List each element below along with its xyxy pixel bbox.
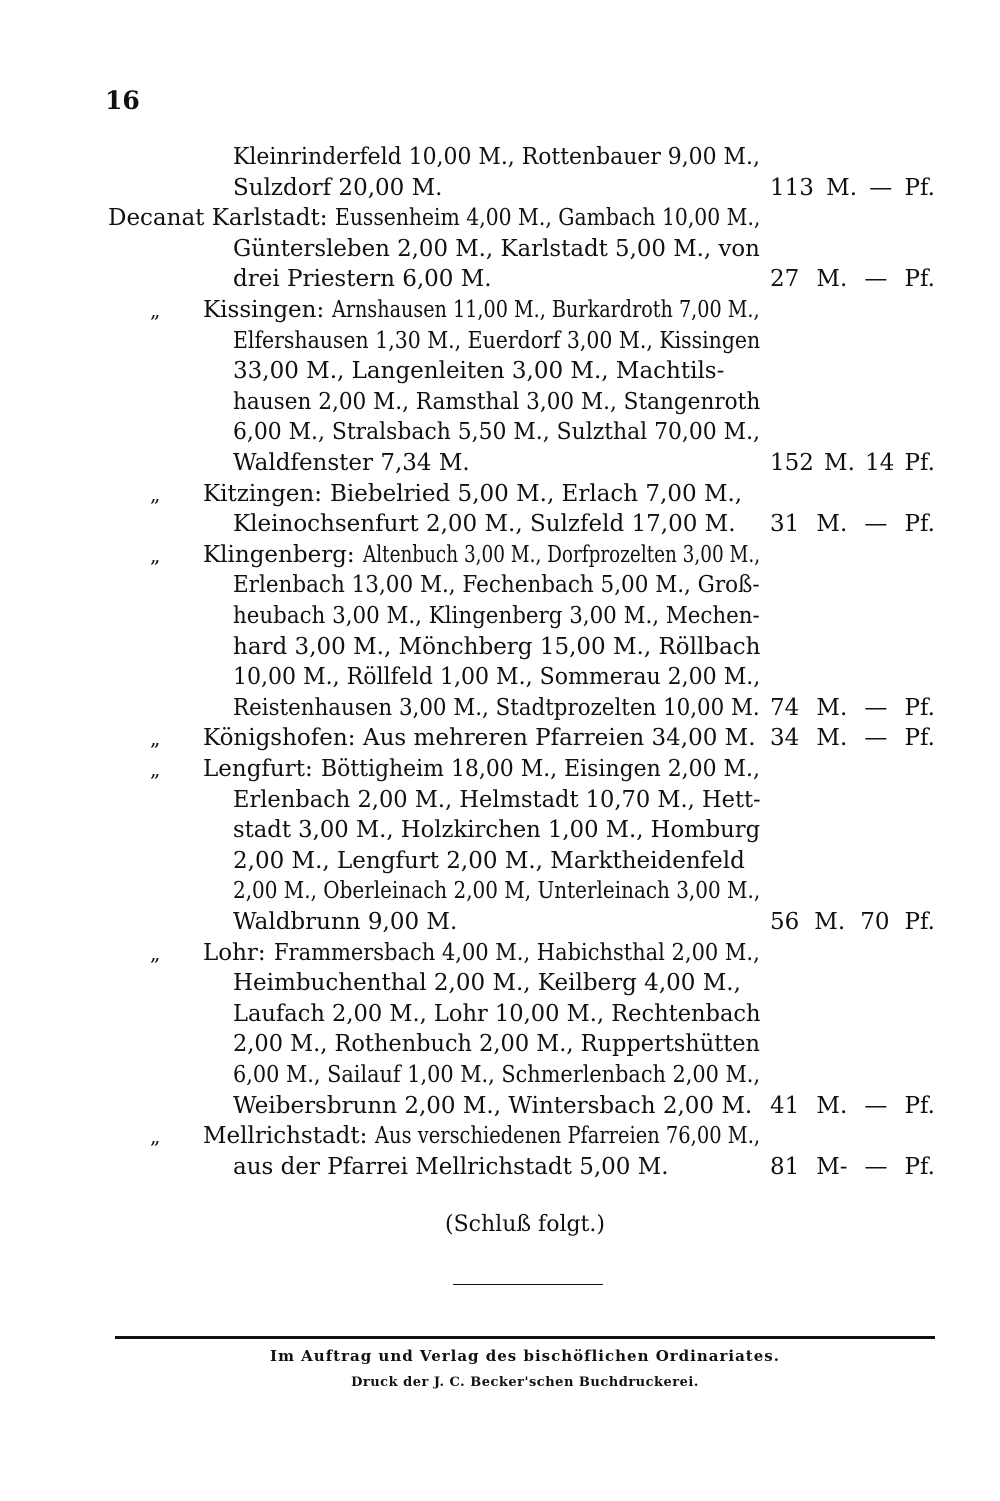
entry-text: aus der Pfarrei Mellrichstadt 5,00 M.: [233, 1153, 669, 1180]
entry-text: Eussenheim 4,00 M., Gambach 10,00 M.,: [335, 205, 761, 232]
ditto-mark: „: [150, 757, 161, 781]
deanery-name: Lengfurt:: [203, 756, 313, 782]
amount-pfennig-unit: Pf.: [904, 1092, 935, 1119]
amount-pfennig-value: —: [864, 1092, 888, 1119]
entry-text: Reistenhausen 3,00 M., Stadtprozelten 10,00 M.: [233, 694, 760, 721]
deanery-name: Kissingen:: [203, 297, 325, 323]
entry-line: [0, 662, 1000, 692]
amount-mark-unit: M.: [826, 174, 858, 201]
entry-line: [0, 142, 1000, 172]
ditto-mark: „: [150, 481, 161, 506]
imprint-printer: Druck der J. C. Becker'schen Buchdruckerei.: [351, 1375, 699, 1390]
entry-text: hausen 2,00 M., Ramsthal 3,00 M., Stangenroth: [233, 388, 761, 415]
ditto-mark: „: [150, 542, 161, 567]
deanery-name: Klingenberg:: [203, 541, 355, 568]
amount-total: [770, 693, 935, 723]
amount-pfennig-unit: Pf.: [904, 1153, 935, 1180]
amount-pfennig-value: 70: [860, 909, 890, 935]
entry-line: [0, 938, 1000, 968]
amount-mark-unit: M.: [824, 450, 855, 476]
ditto-mark: „: [150, 1124, 161, 1149]
amount-total: [770, 1091, 935, 1121]
entry-text: Waldfenster 7,34 M.: [233, 450, 470, 476]
entry-line: [0, 570, 1000, 600]
entry-text: 6,00 M., Stralsbach 5,50 M., Sulzthal 70,00 M.,: [233, 419, 760, 446]
amount-total: [770, 173, 935, 203]
entry-line: [0, 417, 1000, 447]
deanery-name: Lohr:: [203, 939, 266, 966]
entry-line: [0, 356, 1000, 386]
amount-mark-unit: M.: [816, 1092, 848, 1119]
amount-mark-value: 31: [770, 511, 800, 538]
amount-mark-unit: M.: [814, 909, 846, 935]
ditto-mark: „: [150, 298, 161, 322]
amount-total: [770, 448, 935, 478]
amount-mark-unit: M.: [816, 266, 848, 293]
entry-line: [0, 509, 1000, 539]
entry-text: Laufach 2,00 M., Lohr 10,00 M., Rechtenbach: [233, 1000, 761, 1027]
entry-text: drei Priestern 6,00 M.: [233, 266, 492, 293]
deanery-name: Decanat Karlstadt:: [108, 205, 328, 232]
entry-text: Frammersbach 4,00 M., Habichsthal 2,00 M.,: [274, 939, 760, 966]
entry-text: Böttigheim 18,00 M., Eisingen 2,00 M.,: [321, 756, 760, 782]
entry-text: 6,00 M., Sailauf 1,00 M., Schmerlenbach 2,00 M.,: [233, 1062, 761, 1088]
footer-rule: [115, 1336, 935, 1339]
entry-line: [0, 815, 1000, 845]
to-be-continued-note: (Schluß folgt.): [445, 1212, 605, 1237]
entry-line: [0, 173, 1000, 203]
entry-line: [0, 876, 1000, 906]
amount-mark-value: 81: [770, 1153, 800, 1180]
amount-total: [770, 907, 935, 937]
entry-text: Elfershausen 1,30 M., Euerdorf 3,00 M., Kissingen: [233, 327, 761, 354]
entry-line: [0, 326, 1000, 356]
amount-pfennig-unit: Pf.: [904, 450, 935, 476]
entry-line: [0, 785, 1000, 815]
entry-line: [0, 264, 1000, 294]
entry-text: Weibersbrunn 2,00 M., Wintersbach 2,00 M.: [233, 1092, 753, 1119]
amount-mark-unit: M-: [816, 1153, 848, 1180]
entry-line: [0, 693, 1000, 723]
entry-line: [0, 723, 1000, 753]
amount-mark-unit: M.: [816, 694, 848, 721]
entry-text: 33,00 M., Langenleiten 3,00 M., Machtils-: [233, 358, 725, 385]
entry-line: [0, 846, 1000, 876]
ditto-mark: „: [150, 726, 161, 751]
entry-line: [0, 1152, 1000, 1182]
amount-pfennig-unit: Pf.: [904, 909, 935, 935]
amount-mark-value: 113: [770, 174, 814, 201]
entry-text: Erlenbach 13,00 M., Fechenbach 5,00 M., Groß-: [233, 572, 760, 599]
amount-pfennig-value: —: [864, 725, 888, 752]
deanery-name: Königshofen:: [203, 725, 356, 752]
entry-line: [0, 601, 1000, 631]
amount-pfennig-unit: Pf.: [904, 725, 935, 752]
entry-text: Aus verschiedenen Pfarreien 76,00 M.,: [375, 1123, 761, 1150]
amount-mark-value: 56: [770, 909, 800, 935]
entry-line: [0, 754, 1000, 784]
amount-pfennig-value: 14: [865, 450, 895, 476]
amount-mark-value: 74: [770, 694, 800, 721]
entry-text: stadt 3,00 M., Holzkirchen 1,00 M., Homburg: [233, 817, 761, 844]
entry-line: [0, 479, 1000, 509]
amount-pfennig-value: —: [864, 266, 888, 293]
entry-text: 2,00 M., Oberleinach 2,00 M, Unterleinach 3,00 M.,: [233, 878, 761, 905]
entry-line: [0, 1029, 1000, 1059]
entry-line: [0, 999, 1000, 1029]
entry-line: [0, 907, 1000, 937]
amount-mark-unit: M.: [816, 511, 848, 538]
amount-pfennig-value: —: [864, 694, 888, 721]
entry-text: Arnshausen 11,00 M., Burkardroth 7,00 M.,: [332, 297, 760, 323]
deanery-name: Mellrichstadt:: [203, 1123, 368, 1150]
entry-text: Kleinochsenfurt 2,00 M., Sulzfeld 17,00 M.: [233, 511, 736, 538]
entry-text: 10,00 M., Röllfeld 1,00 M., Sommerau 2,00 M.,: [233, 664, 761, 691]
entry-text: Waldbrunn 9,00 M.: [233, 909, 458, 935]
amount-pfennig-value: —: [869, 174, 893, 201]
entry-line: [0, 968, 1000, 998]
entry-line: [0, 448, 1000, 478]
entry-line: [0, 1060, 1000, 1090]
entry-line: [0, 1091, 1000, 1121]
amount-total: [770, 264, 935, 294]
deanery-name: Kitzingen:: [203, 480, 322, 507]
amount-mark-value: 41: [770, 1092, 800, 1119]
entry-line: [0, 295, 1000, 325]
amount-mark-unit: M.: [816, 725, 848, 752]
amount-mark-value: 27: [770, 266, 800, 293]
entry-text: Erlenbach 2,00 M., Helmstadt 10,70 M., Hett-: [233, 786, 761, 813]
section-divider: [453, 1284, 603, 1285]
entry-line: [0, 387, 1000, 417]
amount-total: [770, 723, 935, 753]
imprint-publisher: Im Auftrag und Verlag des bischöflichen Ordinariates.: [270, 1347, 780, 1365]
amount-pfennig-unit: Pf.: [904, 694, 935, 721]
amount-total: [770, 1152, 935, 1182]
ditto-mark: „: [150, 940, 161, 965]
entry-text: 2,00 M., Rothenbuch 2,00 M., Ruppertshütten: [233, 1031, 761, 1058]
entry-line: [0, 234, 1000, 264]
entry-text: Biebelried 5,00 M., Erlach 7,00 M.,: [330, 480, 743, 507]
entry-text: hard 3,00 M., Mönchberg 15,00 M., Röllbach: [233, 633, 761, 660]
amount-mark-value: 34: [770, 725, 800, 752]
entry-line: [0, 1121, 1000, 1151]
amount-mark-value: 152: [770, 450, 814, 476]
entry-line: [0, 632, 1000, 662]
entry-text: Aus mehreren Pfarreien 34,00 M.: [363, 725, 756, 752]
entry-line: [0, 203, 1000, 233]
amount-pfennig-unit: Pf.: [904, 511, 935, 538]
entry-text: Altenbuch 3,00 M., Dorfprozelten 3,00 M.,: [363, 541, 761, 568]
amount-pfennig-unit: Pf.: [904, 266, 935, 293]
amount-pfennig-unit: Pf.: [904, 174, 935, 201]
entry-text: Güntersleben 2,00 M., Karlstadt 5,00 M., von: [233, 235, 760, 262]
amount-total: [770, 509, 935, 539]
entry-text: heubach 3,00 M., Klingenberg 3,00 M., Mechen-: [233, 603, 760, 629]
amount-pfennig-value: —: [864, 1153, 888, 1180]
entry-line: [0, 540, 1000, 570]
entry-text: Heimbuchenthal 2,00 M., Keilberg 4,00 M.,: [233, 970, 741, 997]
page-number: 16: [105, 86, 140, 115]
entry-text: Kleinrinderfeld 10,00 M., Rottenbauer 9,00 M.,: [233, 144, 760, 170]
entry-text: Sulzdorf 20,00 M.: [233, 174, 443, 201]
entry-text: 2,00 M., Lengfurt 2,00 M., Marktheidenfeld: [233, 847, 745, 874]
amount-pfennig-value: —: [864, 511, 888, 538]
